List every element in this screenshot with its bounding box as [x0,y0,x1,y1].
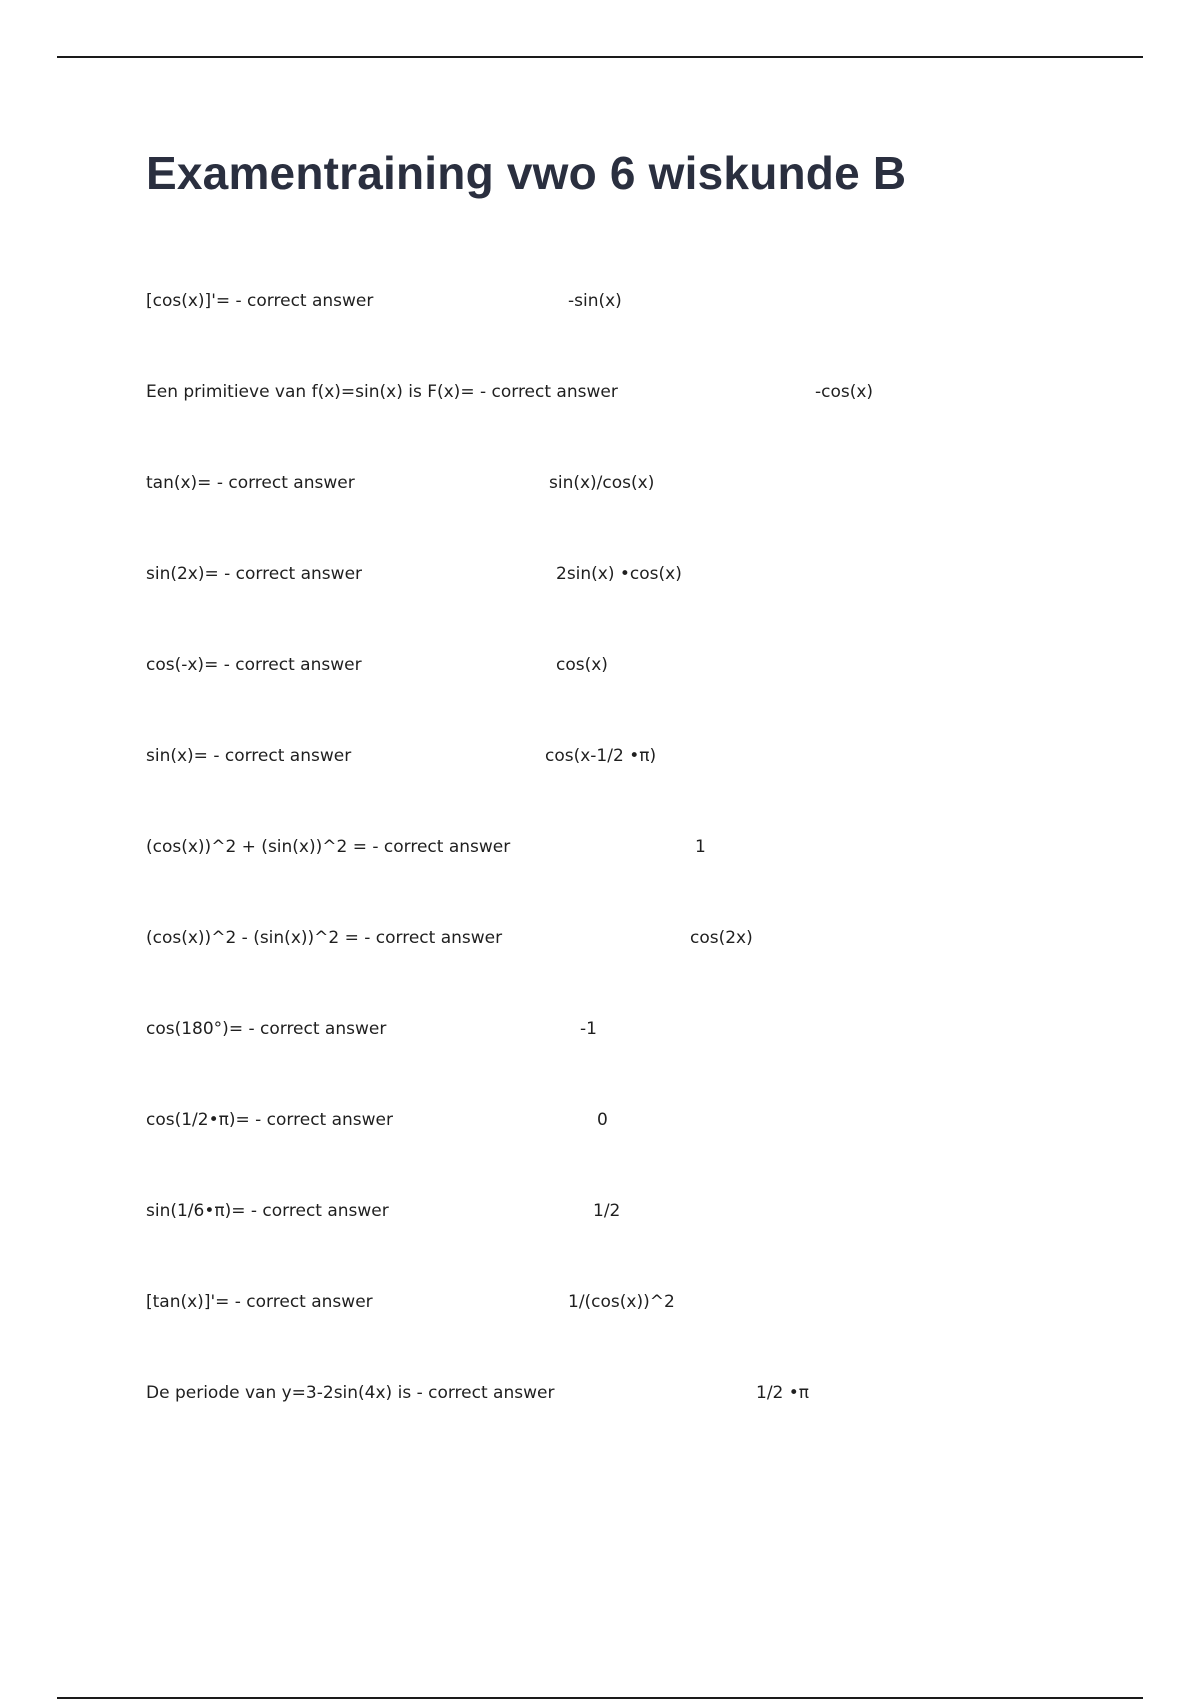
bottom-rule [57,1697,1143,1699]
question-text: cos(1/2•π)= - correct answer [146,1110,394,1130]
qa-item [146,1110,1146,1201]
answer-text: 0 [597,1110,608,1130]
answer-text: cos(x) [556,655,608,675]
answer-text: -cos(x) [815,382,874,402]
question-text: (cos(x))^2 - (sin(x))^2 = - correct answer [146,928,503,948]
answer-text: -1 [580,1019,597,1039]
answer-text: cos(2x) [690,928,753,948]
answer-text: -sin(x) [568,291,622,311]
qa-item [146,1292,1146,1383]
answer-text: 1/2 •π [756,1383,810,1403]
qa-item [146,655,1146,746]
qa-item [146,291,1146,382]
top-rule [57,56,1143,58]
question-text: sin(x)= - correct answer [146,746,352,766]
qa-item [146,564,1146,655]
question-text: (cos(x))^2 + (sin(x))^2 = - correct answer [146,837,511,857]
question-text: tan(x)= - correct answer [146,473,355,493]
qa-item [146,1019,1146,1110]
question-text: sin(2x)= - correct answer [146,564,363,584]
answer-text: 1 [695,837,706,857]
qa-item [146,382,1146,473]
document-title: Examentraining vwo 6 wiskunde B [146,147,907,199]
answer-text: cos(x-1/2 •π) [545,746,657,766]
answer-text: 1/2 [593,1201,621,1221]
question-text: [tan(x)]'= - correct answer [146,1292,373,1312]
question-text: Een primitieve van f(x)=sin(x) is F(x)= - correct answer [146,382,618,402]
answer-text: 1/(cos(x))^2 [568,1292,675,1312]
question-text: De periode van y=3-2sin(4x) is - correct answer [146,1383,555,1403]
qa-item [146,1383,1146,1474]
question-text: cos(180°)= - correct answer [146,1019,387,1039]
question-text: [cos(x)]'= - correct answer [146,291,374,311]
qa-list [146,291,1146,1474]
question-text: cos(-x)= - correct answer [146,655,362,675]
qa-item [146,473,1146,564]
question-text: sin(1/6•π)= - correct answer [146,1201,389,1221]
answer-text: 2sin(x) •cos(x) [556,564,682,584]
qa-item [146,1201,1146,1292]
qa-item [146,746,1146,837]
qa-item [146,837,1146,928]
answer-text: sin(x)/cos(x) [549,473,655,493]
qa-item [146,928,1146,1019]
